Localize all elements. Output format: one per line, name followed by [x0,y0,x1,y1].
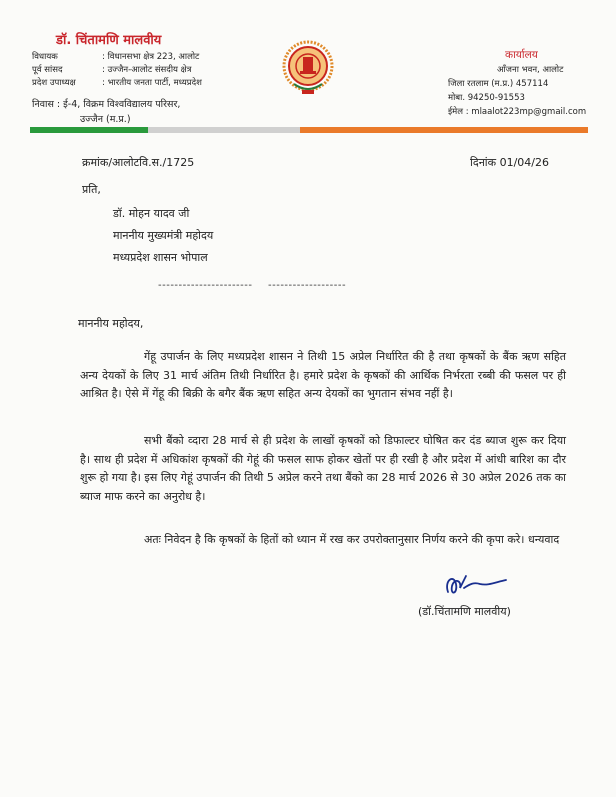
office-email: ईमेल : mlaalot223mp@gmail.com [448,107,587,117]
office-line: मोबा. 94250-91553 [448,93,525,103]
residence-address [32,97,180,127]
row-key: विधायक [32,52,58,62]
row-key: प्रदेश उपाध्यक्ष [32,78,76,88]
body-paragraph: सभी बैंको व्दारा 28 मार्च से ही प्रदेश के लाखों कृषकों को डिफाल्टर घोषित कर दंड ब्याज शुरू कर दिया है। साथ ही प्रदेश में अधिकांश कृषकों की गेहूं की फसल साफ होकर खेतों पर ही रखी है और प्रदेश में आंधी बारिश का दौर शुरू हो गया है। इस लिए गेहूं उपार्जन की तिथी 5 अप्रेल करने तथा बैंको का 28 मार्च 2026 से 30 अप्रेल 2026 तक का ब्याज माफ करने का अनुरोध है। [80,434,566,503]
letterhead-name: डॉ. चिंतामणि मालवीय [56,33,162,48]
office-title: कार्यालय [505,49,538,61]
addressee-line: मध्यप्रदेश शासन भोपाल [113,251,208,264]
reference-number: क्रमांक/आलोटवि.स./1725 [82,156,195,169]
dash-separator: ------------------- [268,280,347,291]
letterhead-row [32,78,202,89]
tricolor-band-orange [300,127,588,133]
to-label: प्रति, [82,183,101,196]
body-paragraph: अतः निवेदन है कि कृषकों के हितों को ध्यान में रख कर उपरोक्तानुसार निर्णय करने की कृपा करे। धन्यवाद [144,533,560,546]
mp-state-emblem-icon [282,40,334,98]
body-paragraph: गेंहू उपार्जन के लिए मध्यप्रदेश शासन ने तिथी 15 अप्रेल निर्धारित की है तथा कृषकों के बैंक ऋण सहित अन्य देयकों के लिए 31 मार्च अंतिम तिथी निर्धारित है। हमारे प्रदेश के कृषकों की आर्थिक निर्भरता रब्बी की फसल पर ही आश्रित है। ऐसे में गेंहू की बिक्री के बगैर बैंक ऋण सहित अन्य देयकों का भुगतान संभव नहीं है। [80,350,566,400]
tricolor-band-white [148,127,300,133]
row-value: : विधानसभा क्षेत्र 223, आलोट [102,52,200,62]
signature-name: (डॉ.चिंतामणि मालवीय) [418,605,511,618]
residence-line: उज्जैन (म.प्र.) [80,114,131,125]
row-key: पूर्व सांसद [32,65,63,75]
addressee-line: माननीय मुख्यमंत्री महोदय [113,229,214,242]
office-line: जिला रतलाम (म.प्र.) 457114 [448,79,549,89]
dash-separator: ----------------------- [158,280,253,291]
row-value: : भारतीय जनता पार्टी, मध्यप्रदेश [102,78,202,88]
letterhead-row [32,65,191,76]
office-line: आँजना भवन, आलोट [497,65,564,75]
salutation: माननीय महोदय, [78,317,144,330]
addressee-line: डॉ. मोहन यादव जी [113,207,190,220]
row-value: : उज्जैन-आलोट संसदीय क्षेत्र [102,65,192,75]
handwritten-signature [440,570,510,602]
tricolor-band-green [30,127,148,133]
letter-date: दिनांक 01/04/26 [470,156,549,169]
residence-line: निवास : ई-4, विक्रम विश्वविद्यालय परिसर, [32,99,181,110]
letterhead-row [32,52,199,63]
